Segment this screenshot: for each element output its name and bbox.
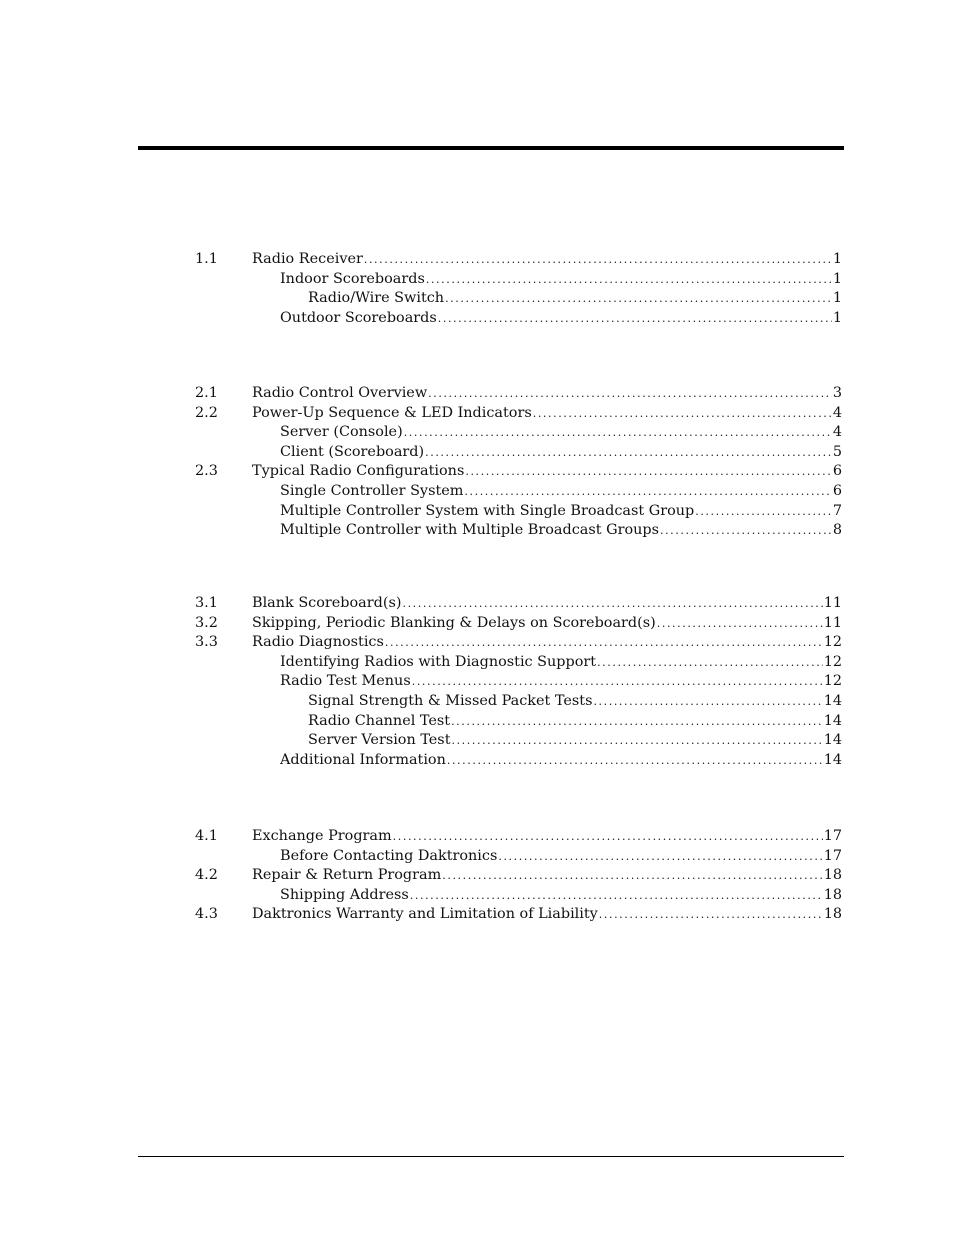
toc-title: Indoor Scoreboards [280,270,425,287]
toc-title: Repair & Return Program [252,867,442,884]
dot-leader [402,594,822,614]
toc-page-number: 11 [823,614,842,631]
toc-row[interactable] [0,502,954,522]
toc-page-number: 1 [832,251,842,267]
dot-leader [533,404,832,424]
dot-leader [498,847,822,867]
toc-page-number: 18 [823,867,842,884]
toc-row[interactable] [0,462,954,482]
toc-number: 1.1 [195,251,218,267]
toc-title: Identifying Radios with Diagnostic Support [280,653,597,670]
toc-number: 2.3 [195,463,218,480]
dot-leader [599,905,823,925]
toc-row[interactable] [0,614,954,634]
toc-title: Multiple Controller with Multiple Broadcast Groups [280,522,659,539]
toc-title: Client (Scoreboard) [280,443,425,460]
toc-row[interactable] [0,250,954,270]
dot-leader [465,462,832,482]
toc-page-number: 1 [832,309,842,326]
toc-row[interactable] [0,751,954,771]
toc-title: Radio/Wire Switch [308,290,445,307]
dot-leader [438,309,832,329]
toc-page-number: 18 [823,886,842,903]
toc-title: Daktronics Warranty and Limitation of Liability [252,906,598,923]
toc-title: Radio Diagnostics [252,634,384,651]
dot-leader [364,250,832,270]
toc-row[interactable] [0,633,954,653]
toc-title: Blank Scoreboard(s) [252,595,402,611]
toc-section-3 [0,594,954,770]
toc-title: Exchange Program [252,828,392,844]
dot-leader [442,866,822,886]
toc-title: Outdoor Scoreboards [280,309,437,326]
toc-row[interactable] [0,521,954,541]
dot-leader [451,731,822,751]
toc-title: Single Controller System [280,482,464,499]
toc-title: Radio Channel Test [308,712,451,729]
toc-title: Server Version Test [308,732,451,749]
toc-page-number: 17 [823,847,842,864]
toc-page-number: 12 [823,653,842,670]
toc-title: Additional Information [280,751,446,768]
toc-row[interactable] [0,653,954,673]
toc-title: Radio Receiver [252,251,363,267]
toc-title: Typical Radio Configurations [252,463,465,480]
toc-page-number: 5 [832,443,842,460]
toc-number: 4.3 [195,906,218,923]
toc-page-number: 6 [832,482,842,499]
dot-leader [412,672,823,692]
toc-section-2 [0,384,954,541]
toc-row[interactable] [0,731,954,751]
toc-page-number: 14 [823,751,842,768]
toc-row[interactable] [0,309,954,329]
toc-row[interactable] [0,404,954,424]
toc-page-number: 12 [823,634,842,651]
dot-leader [404,423,832,443]
toc-number: 3.1 [195,595,218,611]
dot-leader [393,827,823,847]
toc-title: Multiple Controller System with Single Broadcast Group [280,502,695,519]
dot-leader [464,482,831,502]
toc-row[interactable] [0,423,954,443]
toc-page-number: 18 [823,906,842,923]
toc-page-number: 8 [832,522,842,539]
dot-leader [410,886,823,906]
toc-title: Radio Control Overview [252,385,428,401]
toc-number: 3.2 [195,614,218,631]
dot-leader [425,443,832,463]
toc-page-number: 4 [832,404,842,421]
dot-leader [597,653,823,673]
dot-leader [426,270,832,290]
toc-page-number: 4 [832,424,842,441]
toc-row[interactable] [0,886,954,906]
toc-title: Before Contacting Daktronics [280,847,498,864]
toc-row[interactable] [0,384,954,404]
toc-number: 4.2 [195,867,218,884]
toc-title: Signal Strength & Missed Packet Tests [308,692,593,709]
toc-number: 2.2 [195,404,218,421]
toc-number: 3.3 [195,634,218,651]
toc-section-4 [0,827,954,925]
toc-row[interactable] [0,482,954,502]
toc-title: Radio Test Menus [280,673,411,690]
toc-title: Power-Up Sequence & LED Indicators [252,404,532,421]
toc-row[interactable] [0,672,954,692]
footer-rule [138,1156,844,1157]
toc-row[interactable] [0,905,954,925]
toc-title: Skipping, Periodic Blanking & Delays on Scoreboard(s) [252,614,656,631]
toc-page-number: 12 [823,673,842,690]
header-rule [138,146,844,150]
dot-leader [660,521,832,541]
toc-section-1 [0,250,954,328]
toc-page-number: 14 [823,712,842,729]
dot-leader [695,502,832,522]
toc-number: 4.1 [195,828,218,844]
toc-number: 2.1 [195,385,218,401]
toc-page-number: 1 [832,290,842,307]
toc-row[interactable] [0,443,954,463]
toc-row[interactable] [0,270,954,290]
toc-page-number: 1 [832,270,842,287]
toc-page-number: 17 [823,828,842,844]
dot-leader [657,614,823,634]
toc-page-number: 11 [823,595,842,611]
toc-page-number: 3 [832,385,842,401]
dot-leader [428,384,832,404]
toc-page-number: 6 [832,463,842,480]
toc-row[interactable] [0,827,954,847]
toc-row[interactable] [0,712,954,732]
toc-row[interactable] [0,866,954,886]
toc-row[interactable] [0,289,954,309]
toc-row[interactable] [0,847,954,867]
dot-leader [451,712,823,732]
dot-leader [447,751,823,771]
toc-title: Shipping Address [280,886,409,903]
toc-title: Server (Console) [280,424,403,441]
toc-row[interactable] [0,594,954,614]
toc-row[interactable] [0,692,954,712]
toc-page-number: 14 [823,732,842,749]
toc-page-number: 7 [832,502,842,519]
toc-page-number: 14 [823,692,842,709]
dot-leader [593,692,822,712]
dot-leader [385,633,823,653]
dot-leader [445,289,832,309]
